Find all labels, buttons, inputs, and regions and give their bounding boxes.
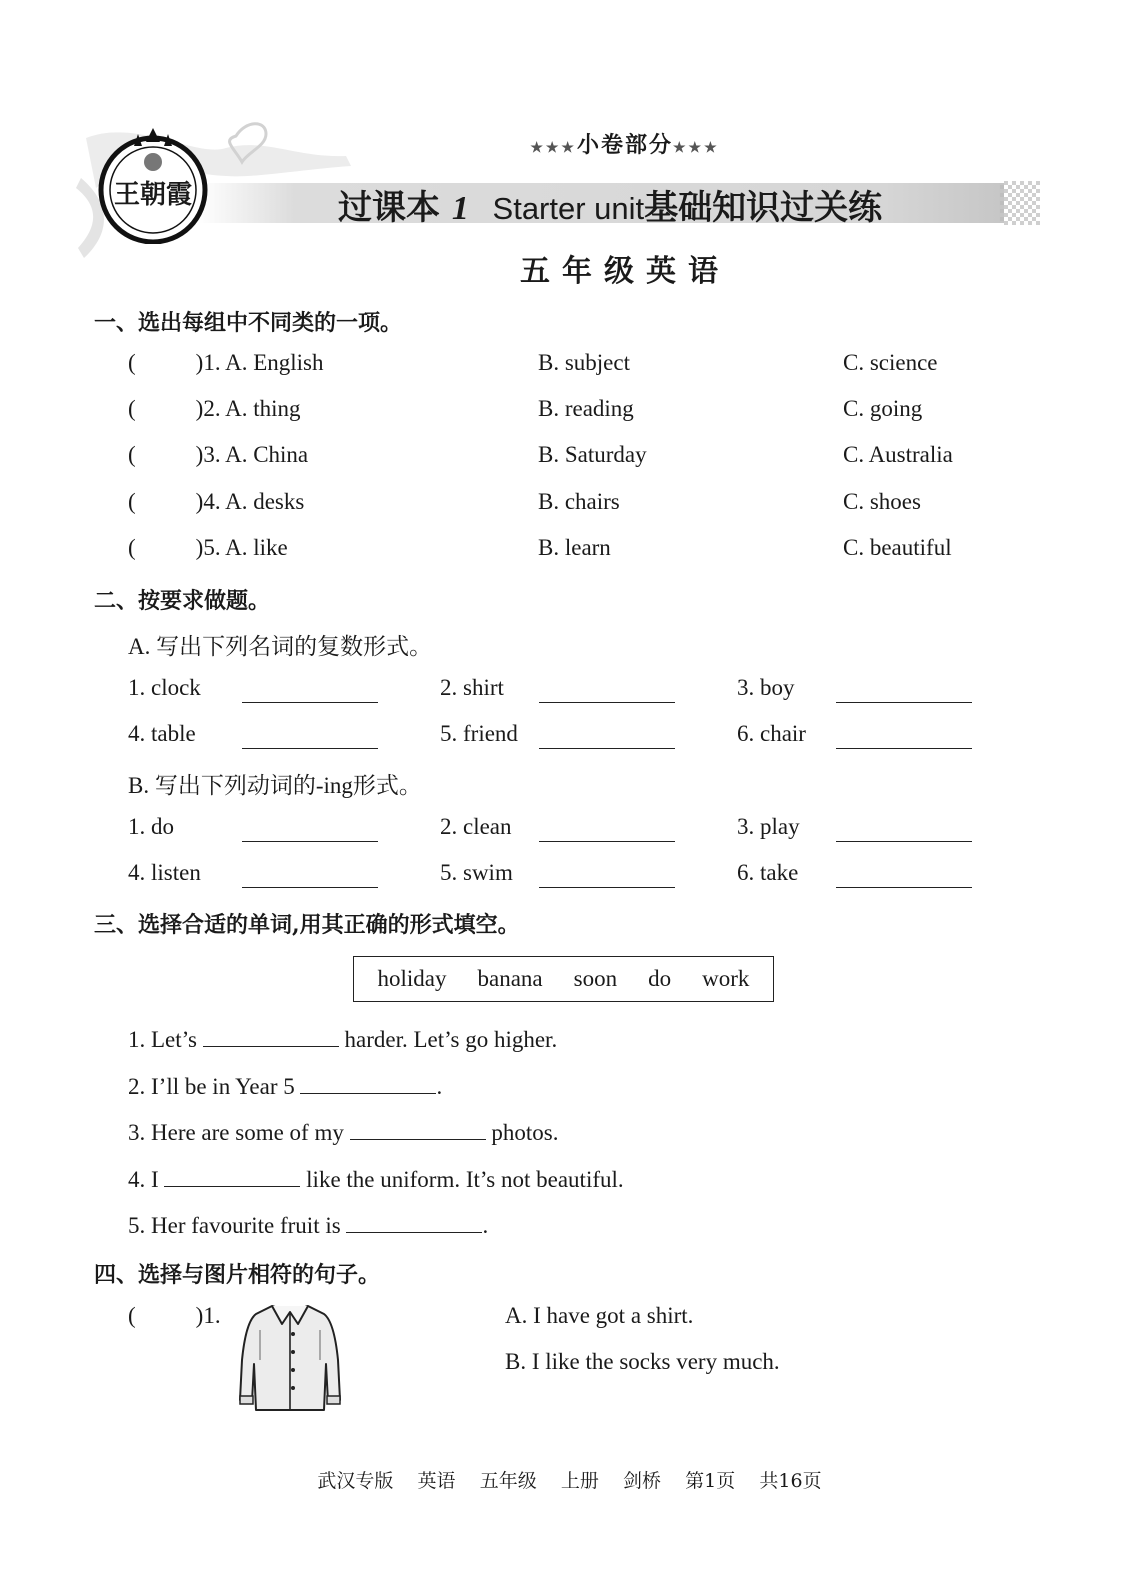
word-bank [353,956,774,1002]
word-item: 5. friend [440,721,518,746]
answer-blank[interactable] [242,865,378,888]
answer-blank[interactable] [836,819,972,842]
option-b: B. I like the socks very much. [505,1349,780,1374]
option-c: C. Australia [843,442,953,467]
part4-heading: 四、选择与图片相符的句子。 [94,1262,381,1288]
part1-heading: 一、选出每组中不同类的一项。 [94,310,403,336]
star-icon: ★★★ [530,140,577,156]
word-item: 6. chair [737,721,806,746]
word-bank-item: holiday [377,966,447,991]
answer-blank[interactable] [539,726,675,749]
option-b: B. subject [538,350,630,375]
word-item: 6. take [737,860,799,885]
option-c: C. beautiful [843,535,952,560]
word-item: 5. swim [440,860,513,885]
answer-blank[interactable] [242,819,378,842]
fill-sentence: 1. Let’s harder. Let’s go higher. [128,1024,557,1053]
answer-blank[interactable] [242,680,378,703]
word-bank-item: soon [573,966,618,991]
option-c: C. science [843,350,938,375]
shirt-picture [238,1300,342,1420]
answer-blank[interactable] [539,680,675,703]
option-a: A. I have got a shirt. [505,1303,694,1328]
answer-blank[interactable] [836,865,972,888]
word-item: 1. do [128,814,174,839]
answer-bracket[interactable]: ( )5. A. like [128,535,288,560]
option-b: B. reading [538,396,634,421]
section-tag: ★★★小卷部分★★★ [530,132,720,158]
option-b: B. Saturday [538,442,647,467]
answer-blank[interactable] [203,1024,339,1047]
page-footer: 武汉专版 英语 五年级 上册 剑桥 第1页 共16页 [317,1470,822,1492]
answer-blank[interactable] [539,819,675,842]
word-bank-item: do [648,966,672,991]
word-item: 3. play [737,814,800,839]
answer-blank[interactable] [350,1117,486,1140]
page-title: 过课本 1 Starter unit基础知识过关练 [338,188,883,228]
answer-blank[interactable] [539,865,675,888]
answer-blank[interactable] [164,1164,300,1187]
fill-sentence: 2. I’ll be in Year 5 . [128,1071,442,1100]
page-subtitle: 五年级英语 [520,254,730,289]
star-icon: ★★★ [673,140,720,156]
part3-heading: 三、选择合适的单词,用其正确的形式填空。 [94,912,520,938]
banner-pattern [1000,181,1040,225]
option-c: C. going [843,396,923,421]
logo-text: 王朝霞 [113,180,192,210]
part2-heading: 二、按要求做题。 [94,588,271,614]
option-b: B. learn [538,535,611,560]
fill-sentence: 4. I like the uniform. It’s not beautiful. [128,1164,624,1193]
word-item: 4. listen [128,860,201,885]
answer-blank[interactable] [836,680,972,703]
word-item: 3. boy [737,675,795,700]
answer-blank[interactable] [346,1210,482,1233]
part2-b-instruction: B. 写出下列动词的-ing形式。 [128,773,422,798]
option-c: C. shoes [843,489,921,514]
word-item: 2. clean [440,814,512,839]
option-b: B. chairs [538,489,620,514]
answer-bracket[interactable]: ( )1. [128,1303,221,1328]
answer-bracket[interactable]: ( )2. A. thing [128,396,301,421]
part2-a-instruction: A. 写出下列名词的复数形式。 [128,634,433,659]
answer-blank[interactable] [300,1071,436,1094]
answer-bracket[interactable]: ( )1. A. English [128,350,324,375]
answer-bracket[interactable]: ( )3. A. China [128,442,309,467]
word-bank-item: work [702,966,750,991]
answer-blank[interactable] [836,726,972,749]
word-item: 2. shirt [440,675,504,700]
answer-blank[interactable] [242,726,378,749]
word-item: 1. clock [128,675,201,700]
fill-sentence: 5. Her favourite fruit is . [128,1210,488,1239]
word-bank-item: banana [477,966,543,991]
fill-sentence: 3. Here are some of my photos. [128,1117,558,1146]
word-item: 4. table [128,721,196,746]
answer-bracket[interactable]: ( )4. A. desks [128,489,305,514]
